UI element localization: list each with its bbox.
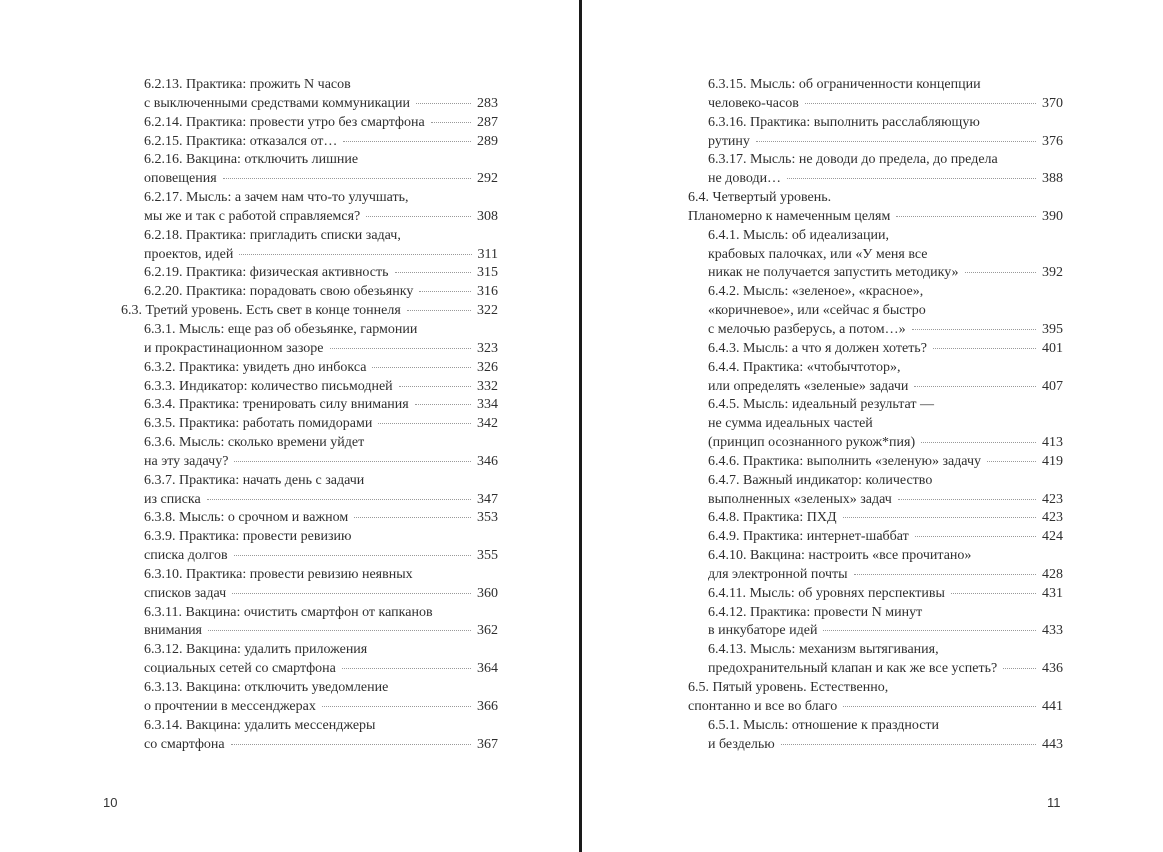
- toc-entry-title-line: 6.3.8. Мысль: о срочном и важном: [144, 510, 349, 526]
- dot-leader: [1003, 668, 1036, 669]
- dot-leader: [207, 499, 471, 500]
- dot-leader: [805, 103, 1036, 104]
- toc-entry-title-line: человеко-часов: [708, 95, 799, 111]
- toc-entry[interactable]: [688, 76, 1063, 114]
- toc-entry-title-line: 6.3.7. Практика: начать день с задачи: [144, 472, 365, 488]
- toc-entry-title-line: никак не получается запустить методику»: [708, 265, 959, 281]
- toc-entry-last-line: [144, 491, 498, 510]
- toc-entry-title-line: с выключенными средствами коммуникации: [144, 95, 410, 111]
- toc-entry[interactable]: [121, 717, 498, 755]
- toc-entry-last-line: [144, 622, 498, 641]
- dot-leader: [431, 122, 471, 123]
- toc-entry[interactable]: [121, 641, 498, 679]
- toc-entry-title-line: 6.3.16. Практика: выполнить расслабляющую: [708, 114, 980, 130]
- toc-entry-title-line: со смартфона: [144, 736, 225, 752]
- dot-leader: [399, 386, 471, 387]
- toc-page-number: 401: [1042, 340, 1063, 356]
- dot-leader: [823, 630, 1036, 631]
- toc-page-number: 315: [477, 265, 498, 281]
- toc-entry-title-line: 6.4.10. Вакцина: настроить «все прочитано»: [708, 548, 972, 564]
- toc-entry-title-line: 6.2.15. Практика: отказался от…: [144, 133, 338, 149]
- toc-page-number: 366: [477, 698, 498, 714]
- toc-entry[interactable]: [688, 359, 1063, 397]
- toc-page-number: 433: [1042, 623, 1063, 639]
- toc-entry-title-line: 6.4.12. Практика: провести N минут: [708, 604, 923, 620]
- toc-entry-last-line: [708, 528, 1063, 547]
- toc-entry-title-line: 6.4.4. Практика: «чтобычтотор»,: [708, 359, 901, 375]
- toc-entry-title-line: и прокрастинационном зазоре: [144, 340, 324, 356]
- toc-entry-title-line: социальных сетей со смартфона: [144, 661, 336, 677]
- toc-entry-title-line: «коричневое», или «сейчас я быстро: [708, 303, 926, 319]
- toc-entry-title-line: на эту задачу?: [144, 453, 229, 469]
- toc-entry-title-line: 6.5. Пятый уровень. Естественно,: [688, 680, 889, 695]
- dot-leader: [407, 310, 471, 311]
- toc-page-number: 431: [1042, 585, 1063, 601]
- toc-entry-title-line: 6.3. Третий уровень. Есть свет в конце тоннеля: [121, 303, 401, 319]
- toc-entry-title-line: с мелочью разберусь, а потом…»: [708, 321, 906, 337]
- toc-page-number: 311: [477, 246, 498, 262]
- toc-entry-title-line: 6.4.2. Мысль: «зеленое», «красное»,: [708, 284, 924, 300]
- toc-page-number: 353: [477, 510, 498, 526]
- dot-leader: [965, 272, 1036, 273]
- toc-entry[interactable]: [688, 114, 1063, 152]
- toc-entry-last-line: [144, 453, 498, 472]
- dot-leader: [914, 386, 1036, 387]
- toc-entry-title-line: 6.4.11. Мысль: об уровнях перспективы: [708, 585, 945, 601]
- dot-leader: [854, 574, 1036, 575]
- toc-entry-last-line: [708, 566, 1063, 585]
- toc-entry-title-line: 6.3.3. Индикатор: количество письмодней: [144, 378, 393, 394]
- dot-leader: [915, 536, 1036, 537]
- toc-entry[interactable]: [121, 302, 498, 321]
- toc-entry[interactable]: [688, 151, 1063, 189]
- toc-page-number: 362: [477, 623, 498, 639]
- toc-page-number: 419: [1042, 453, 1063, 469]
- toc-entry-title-line: 6.3.12. Вакцина: удалить приложения: [144, 642, 368, 658]
- toc-entry-title-line: крабовых палочках, или «У меня все: [708, 246, 928, 262]
- toc-entry[interactable]: [688, 283, 1063, 340]
- page-number-right: 11: [1047, 795, 1061, 810]
- toc-entry-last-line: [708, 736, 1063, 755]
- toc-entry-last-line: [144, 660, 498, 679]
- page-number-left: 10: [103, 795, 118, 810]
- toc-entry[interactable]: [121, 189, 498, 227]
- toc-page-number: 367: [477, 736, 498, 752]
- toc-entry[interactable]: [121, 472, 498, 510]
- dot-leader: [234, 461, 471, 462]
- toc-entry[interactable]: [121, 114, 498, 133]
- toc-entry[interactable]: [688, 472, 1063, 510]
- toc-entry-title-line: списка долгов: [144, 548, 228, 564]
- toc-entry-title-line: 6.3.17. Мысль: не доводи до предела, до предела: [708, 152, 998, 168]
- toc-entry-title-line: не сумма идеальных частей: [708, 416, 873, 432]
- toc-page-number: 388: [1042, 171, 1063, 187]
- dot-leader: [330, 348, 472, 349]
- toc-entry[interactable]: [121, 679, 498, 717]
- toc-entry-last-line: [708, 264, 1063, 283]
- toc-entry-last-line: [144, 340, 498, 359]
- toc-entry-last-line: [144, 246, 498, 265]
- toc-page-number: 323: [477, 340, 498, 356]
- toc-entry-last-line: [144, 208, 498, 227]
- dot-leader: [951, 593, 1036, 594]
- toc-entry[interactable]: [688, 453, 1063, 472]
- toc-page-number: 347: [477, 491, 498, 507]
- toc-entry[interactable]: [121, 283, 498, 302]
- dot-leader: [378, 423, 471, 424]
- toc-entry-last-line: [144, 585, 498, 604]
- toc-page-number: 360: [477, 585, 498, 601]
- toc-entry-title-line: 6.2.19. Практика: физическая активность: [144, 265, 389, 281]
- toc-entry-last-line: [708, 133, 1063, 152]
- toc-entry-last-line: [144, 415, 498, 434]
- toc-page-number: 423: [1042, 491, 1063, 507]
- toc-page-number: 355: [477, 548, 498, 564]
- toc-page-number: 407: [1042, 378, 1063, 394]
- toc-page-number: 443: [1042, 736, 1063, 752]
- toc-entry-last-line: [708, 491, 1063, 510]
- toc-page-number: 392: [1042, 265, 1063, 281]
- toc-entry-title-line: 6.3.9. Практика: провести ревизию: [144, 529, 352, 545]
- toc-page-number: 413: [1042, 435, 1063, 451]
- toc-page-number: 308: [477, 208, 498, 224]
- dot-leader: [231, 744, 471, 745]
- toc-entry-title-line: проектов, идей: [144, 246, 234, 262]
- toc-entry-title-line: 6.2.17. Мысль: а зачем нам что-то улучшать,: [144, 190, 409, 206]
- toc-page-number: 370: [1042, 95, 1063, 111]
- toc-entry-last-line: [144, 378, 498, 397]
- toc-entry-last-line: [708, 378, 1063, 397]
- dot-leader: [208, 630, 471, 631]
- toc-entry-title-line: 6.3.5. Практика: работать помидорами: [144, 416, 373, 432]
- toc-entry[interactable]: [121, 604, 498, 642]
- toc-entry-title-line: 6.4.7. Важный индикатор: количество: [708, 472, 933, 488]
- toc-page-number: 342: [477, 416, 498, 432]
- toc-entry-title-line: 6.2.13. Практика: прожить N часов: [144, 77, 351, 92]
- toc-entry-title-line: 6.3.11. Вакцина: очистить смартфон от капканов: [144, 604, 433, 620]
- toc-entry[interactable]: [688, 717, 1063, 755]
- dot-leader: [921, 442, 1036, 443]
- toc-page-number: 441: [1042, 698, 1063, 714]
- toc-entry-title-line: 6.4. Четвертый уровень.: [688, 190, 832, 206]
- toc-entry-title-line: 6.3.4. Практика: тренировать силу внимания: [144, 397, 409, 413]
- toc-entry-last-line: [688, 208, 1063, 227]
- toc-entry[interactable]: [688, 189, 1063, 227]
- dot-leader: [354, 517, 471, 518]
- toc-entry-title-line: для электронной почты: [708, 566, 848, 582]
- toc-page-number: 287: [477, 114, 498, 130]
- dot-leader: [933, 348, 1036, 349]
- toc-entry-title-line: 6.2.16. Вакцина: отключить лишние: [144, 152, 359, 168]
- toc-entry-title-line: в инкубаторе идей: [708, 623, 818, 639]
- toc-entry[interactable]: [121, 151, 498, 189]
- toc-right-page: [688, 76, 1063, 754]
- dot-leader: [912, 329, 1036, 330]
- toc-page-number: 376: [1042, 133, 1063, 149]
- toc-entry[interactable]: [121, 133, 498, 152]
- toc-entry-title-line: 6.5.1. Мысль: отношение к праздности: [708, 717, 940, 733]
- dot-leader: [239, 254, 471, 255]
- toc-entry[interactable]: [688, 396, 1063, 453]
- dot-leader: [322, 706, 471, 707]
- toc-entry-last-line: [144, 509, 498, 528]
- toc-page-number: 390: [1042, 208, 1063, 224]
- toc-entry-title-line: спонтанно и все во благо: [688, 698, 838, 714]
- toc-entry-title-line: мы же и так с работой справляемся?: [144, 208, 361, 224]
- dot-leader: [419, 291, 471, 292]
- toc-entry[interactable]: [121, 321, 498, 359]
- toc-entry[interactable]: [121, 359, 498, 378]
- toc-entry-last-line: [708, 95, 1063, 114]
- toc-entry-title-line: 6.4.6. Практика: выполнить «зеленую» задачу: [708, 453, 981, 469]
- toc-entry-last-line: [144, 264, 498, 283]
- toc-entry-title-line: или определять «зеленые» задачи: [708, 378, 909, 394]
- toc-entry[interactable]: [688, 641, 1063, 679]
- toc-page-number: 316: [477, 284, 498, 300]
- toc-entry[interactable]: [121, 227, 498, 265]
- toc-page-number: 332: [477, 378, 498, 394]
- toc-entry-title-line: 6.4.9. Практика: интернет-шаббат: [708, 529, 909, 545]
- toc-entry[interactable]: [121, 434, 498, 472]
- toc-entry[interactable]: [121, 415, 498, 434]
- toc-entry-last-line: [708, 340, 1063, 359]
- toc-page-number: 334: [477, 397, 498, 413]
- toc-entry-title-line: 6.3.13. Вакцина: отключить уведомление: [144, 680, 389, 695]
- toc-page-number: 364: [477, 661, 498, 677]
- toc-page-number: 395: [1042, 321, 1063, 337]
- toc-entry-title-line: выполненных «зеленых» задач: [708, 491, 892, 507]
- toc-entry-last-line: [144, 736, 498, 755]
- toc-entry-last-line: [144, 114, 498, 133]
- dot-leader: [395, 272, 471, 273]
- dot-leader: [896, 216, 1036, 217]
- toc-entry-last-line: [688, 698, 1063, 717]
- dot-leader: [843, 517, 1036, 518]
- toc-entry-last-line: [708, 585, 1063, 604]
- toc-entry-last-line: [144, 547, 498, 566]
- toc-entry[interactable]: [688, 509, 1063, 528]
- toc-page-number: 423: [1042, 510, 1063, 526]
- toc-entry-title-line: 6.4.5. Мысль: идеальный результат —: [708, 397, 935, 413]
- toc-entry-title-line: 6.3.1. Мысль: еще раз об обезьянке, гармонии: [144, 321, 418, 337]
- toc-entry[interactable]: [688, 679, 1063, 717]
- toc-entry-title-line: 6.3.6. Мысль: сколько времени уйдет: [144, 435, 365, 451]
- toc-entry-last-line: [144, 396, 498, 415]
- toc-entry-title-line: 6.2.14. Практика: провести утро без смартфона: [144, 114, 425, 130]
- dot-leader: [366, 216, 471, 217]
- toc-entry[interactable]: [688, 528, 1063, 547]
- dot-leader: [223, 178, 471, 179]
- book-spine-divider: [579, 0, 582, 852]
- toc-entry-title-line: о прочтении в мессенджерах: [144, 698, 316, 714]
- toc-entry-title-line: не доводи…: [708, 171, 782, 187]
- toc-entry-title-line: 6.4.8. Практика: ПХД: [708, 510, 837, 526]
- toc-entry[interactable]: [121, 528, 498, 566]
- toc-entry-title-line: 6.3.14. Вакцина: удалить мессенджеры: [144, 717, 376, 733]
- toc-entry-last-line: [708, 453, 1063, 472]
- toc-entry-last-line: [708, 170, 1063, 189]
- toc-entry-title-line: Планомерно к намеченным целям: [688, 208, 891, 224]
- toc-entry-title-line: 6.3.15. Мысль: об ограниченности концепции: [708, 77, 981, 92]
- toc-entry-last-line: [708, 321, 1063, 340]
- toc-entry[interactable]: [121, 76, 498, 114]
- toc-page-number: 289: [477, 133, 498, 149]
- toc-entry-last-line: [708, 622, 1063, 641]
- toc-entry-title-line: 6.4.13. Мысль: механизм вытягивания,: [708, 642, 939, 658]
- toc-entry[interactable]: [688, 227, 1063, 284]
- dot-leader: [234, 555, 471, 556]
- dot-leader: [898, 499, 1036, 500]
- toc-entry-last-line: [144, 698, 498, 717]
- toc-entry-title-line: 6.4.3. Мысль: а что я должен хотеть?: [708, 340, 927, 356]
- toc-entry[interactable]: [688, 585, 1063, 604]
- toc-entry[interactable]: [121, 396, 498, 415]
- toc-entry-last-line: [708, 660, 1063, 679]
- toc-entry-last-line: [144, 359, 498, 378]
- dot-leader: [232, 593, 471, 594]
- toc-page-number: 424: [1042, 529, 1063, 545]
- dot-leader: [415, 404, 471, 405]
- toc-entry-title-line: 6.2.20. Практика: порадовать свою обезьянку: [144, 284, 414, 300]
- toc-entry-last-line: [144, 95, 498, 114]
- toc-page-number: 283: [477, 95, 498, 111]
- toc-page-number: 326: [477, 359, 498, 375]
- toc-entry-title-line: 6.2.18. Практика: пригладить списки задач,: [144, 227, 401, 243]
- toc-entry[interactable]: [688, 604, 1063, 642]
- toc-page-number: 346: [477, 453, 498, 469]
- toc-page-number: 322: [477, 303, 498, 319]
- toc-entry-title-line: оповещения: [144, 171, 217, 187]
- toc-entry-title-line: и безделью: [708, 736, 775, 752]
- toc-entry-title-line: предохранительный клапан и как же все успеть?: [708, 661, 998, 677]
- toc-entry-last-line: [144, 133, 498, 152]
- toc-entry-last-line: [144, 170, 498, 189]
- toc-page-number: 436: [1042, 661, 1063, 677]
- toc-entry-title-line: 6.3.2. Практика: увидеть дно инбокса: [144, 359, 367, 375]
- toc-entry[interactable]: [121, 566, 498, 604]
- toc-left-page: [121, 76, 498, 754]
- dot-leader: [372, 367, 471, 368]
- dot-leader: [787, 178, 1036, 179]
- toc-entry-title-line: рутину: [708, 133, 750, 149]
- toc-entry-title-line: (принцип осознанного рукож*пия): [708, 435, 916, 451]
- toc-entry-last-line: [144, 283, 498, 302]
- toc-entry-last-line: [708, 509, 1063, 528]
- toc-entry-last-line: [708, 434, 1063, 453]
- toc-entry[interactable]: [688, 340, 1063, 359]
- dot-leader: [843, 706, 1036, 707]
- dot-leader: [343, 141, 471, 142]
- toc-entry[interactable]: [121, 264, 498, 283]
- toc-entry-title-line: 6.3.10. Практика: провести ревизию неявных: [144, 566, 413, 582]
- toc-entry-title-line: внимания: [144, 623, 202, 639]
- toc-page-number: 428: [1042, 566, 1063, 582]
- dot-leader: [416, 103, 471, 104]
- dot-leader: [342, 668, 471, 669]
- toc-entry[interactable]: [121, 378, 498, 397]
- dot-leader: [987, 461, 1036, 462]
- toc-entry-last-line: [121, 302, 498, 321]
- toc-entry[interactable]: [121, 509, 498, 528]
- toc-entry-title-line: 6.4.1. Мысль: об идеализации,: [708, 227, 889, 243]
- dot-leader: [756, 141, 1036, 142]
- toc-entry[interactable]: [688, 547, 1063, 585]
- dot-leader: [781, 744, 1036, 745]
- toc-page-number: 292: [477, 171, 498, 187]
- toc-entry-title-line: списков задач: [144, 585, 227, 601]
- toc-entry-title-line: из списка: [144, 491, 201, 507]
